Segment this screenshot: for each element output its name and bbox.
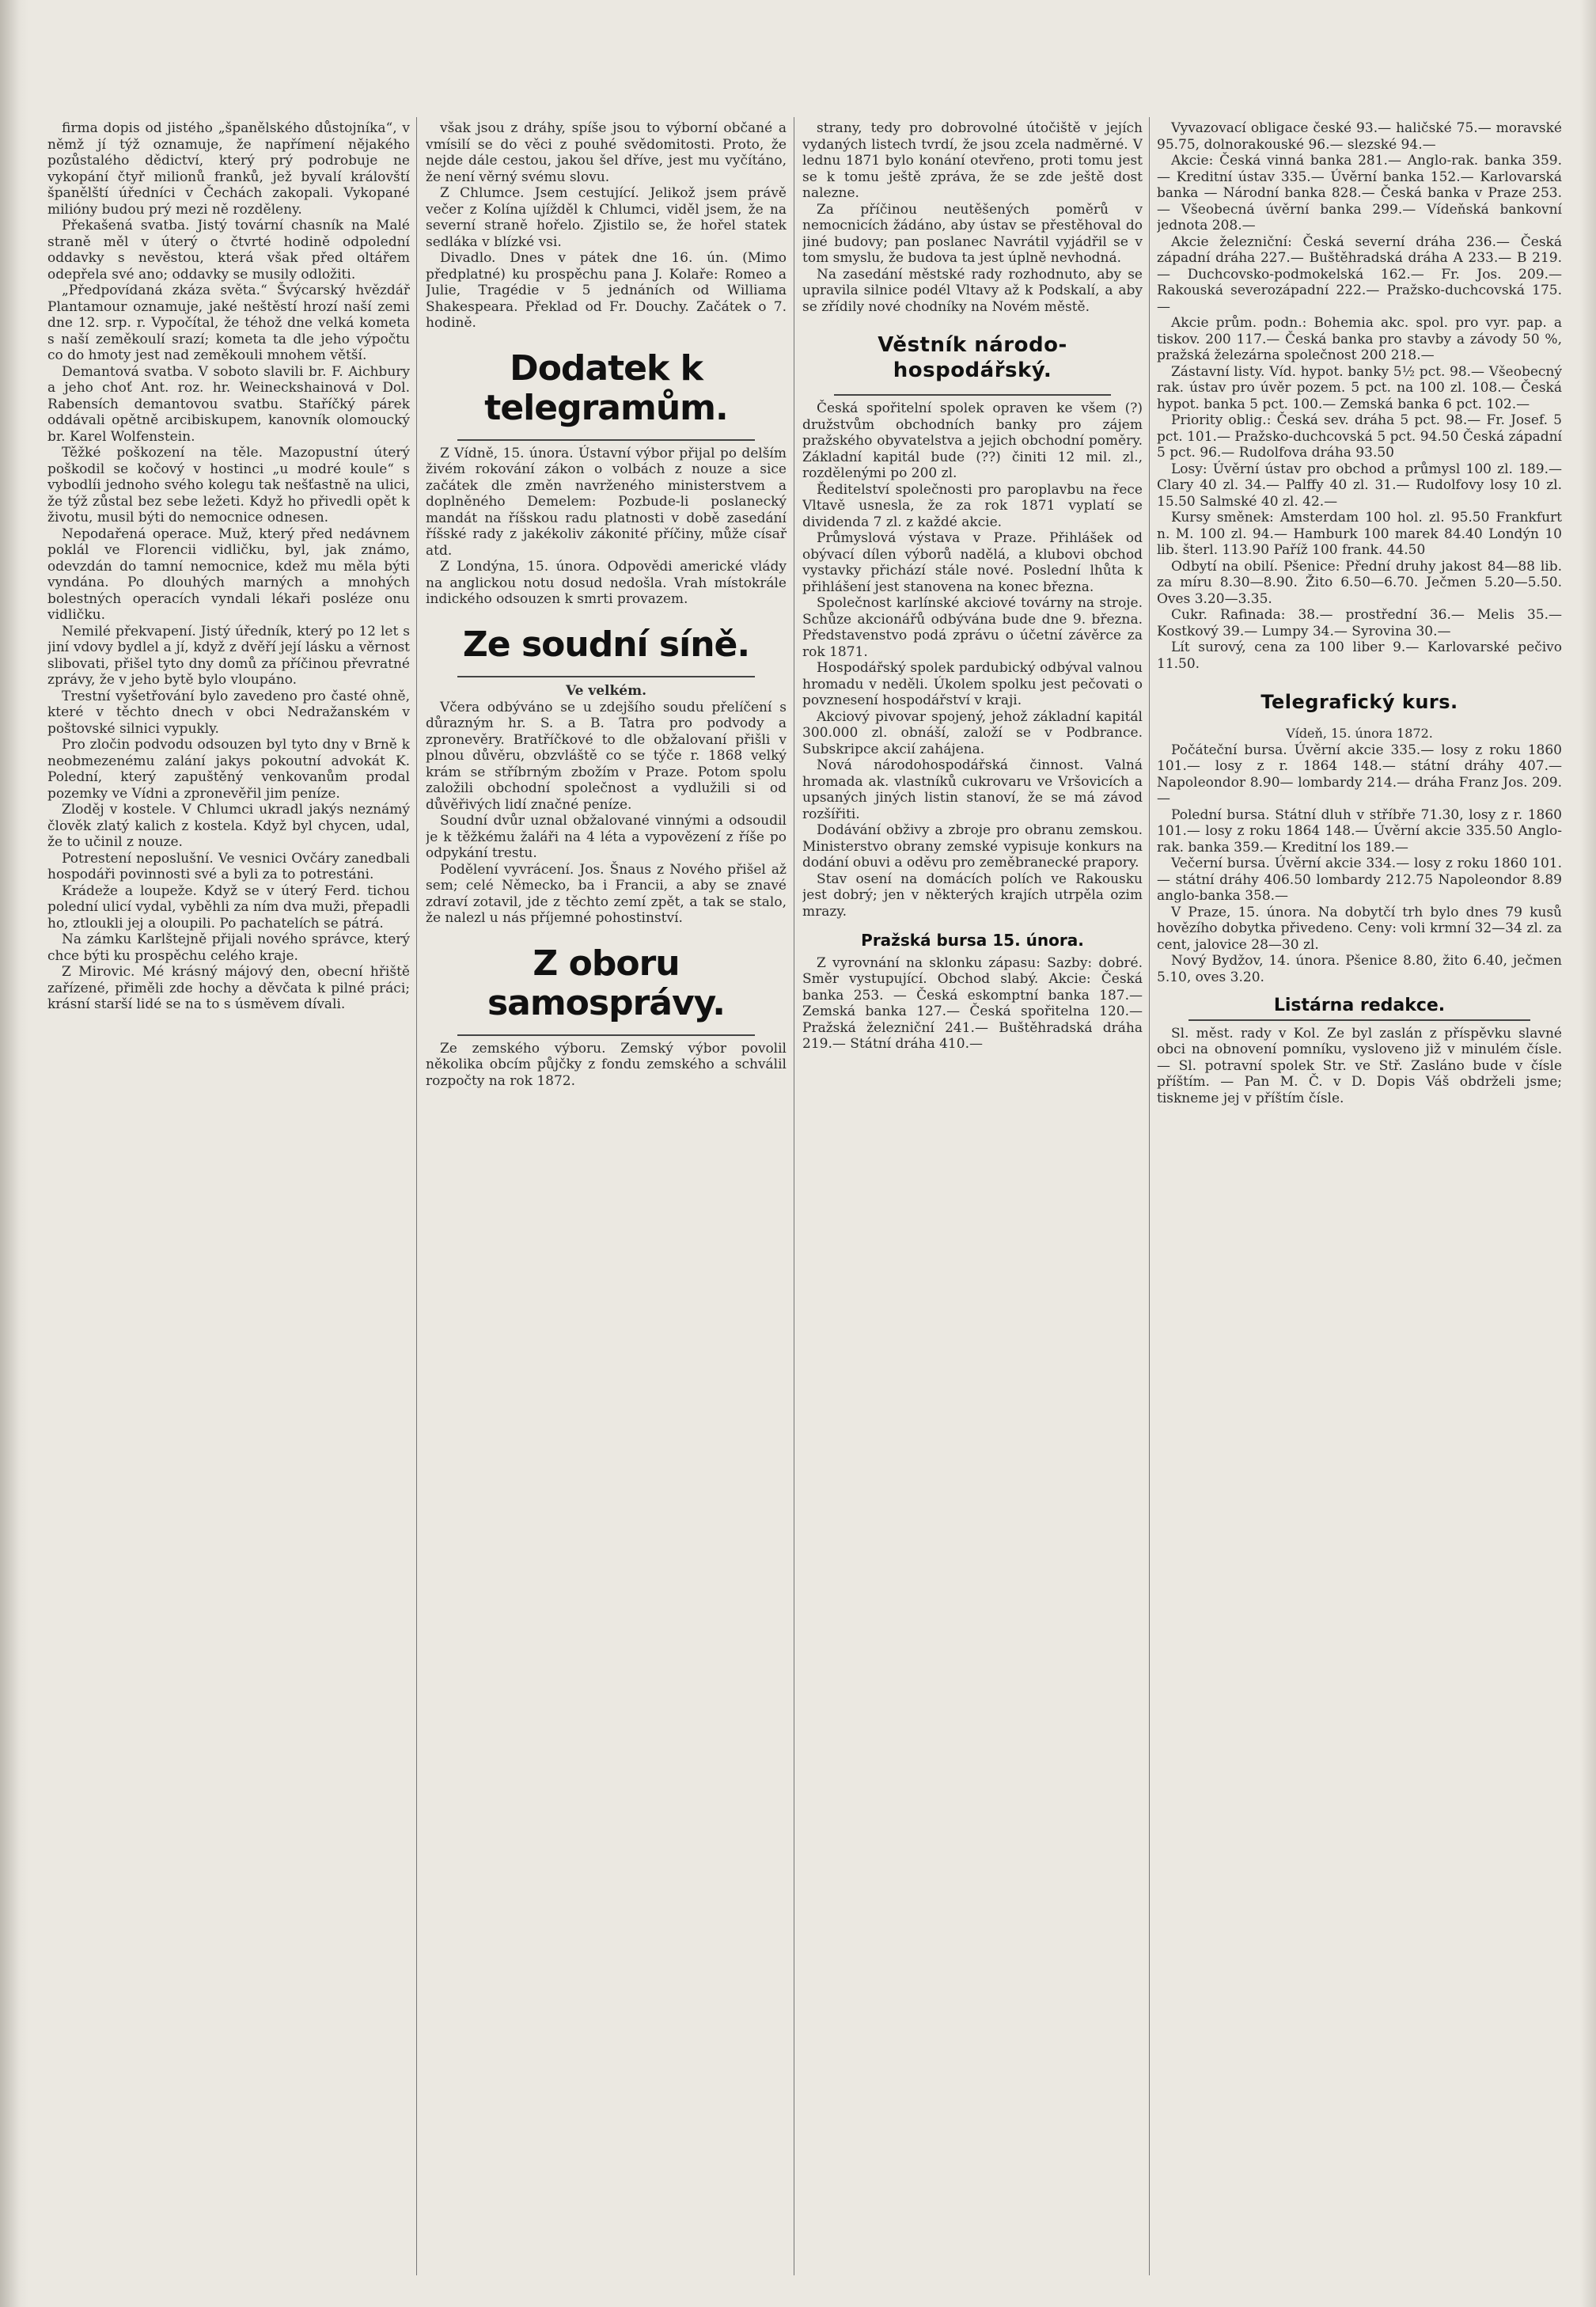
page-edge-right: [1580, 0, 1596, 2307]
paragraph: Nemilé překvapení. Jistý úředník, který po 12 let s jiní vdovy bydlel a jí, když z dvěří její lásku a věrnost slibovati, přišel tyto dny domů za příčinou převratné zprávy, že v jeho bytě bylo vloupáno.: [47, 623, 410, 688]
paragraph: Včera odbýváno se u zdejšího soudu přelíčení s důrazným hr. S. a B. Tatra pro podvody a zpronevěry. Bratříčkové to dle obžalovaní přišli v plnou důvěru, obzvláště co se týče r. 1868 velký krám se stříbrným zbožím v Praze. Potom spolu založili obchodní společnost a vydlužili si od důvěřivých lidí značné peníze.: [426, 699, 787, 813]
paragraph: Dodávání obživy a zbroje pro obranu zemskou. Ministerstvo obrany zemské vypisuje konkurs na dodání obuvi a oděvu pro zeměbranecké prapory.: [802, 822, 1143, 871]
paragraph: Společnost karlínské akciové továrny na stroje. Schůze akcionářů odbývána bude dne 9. března. Představenstvo podá zprávu o účetní závěrce za rok 1871.: [802, 595, 1143, 660]
paragraph: Priority oblig.: Česká sev. dráha 5 pct. 98.— Fr. Josef. 5 pct. 101.— Pražsko-duchcovská 5 pct. 94.50 Česká západní 5 pct. 96.— Rudolfova dráha 93.50: [1157, 412, 1562, 461]
paragraph: Česká spořitelní spolek opraven ke všem (?) družstvům obchodních banky pro zájem pražského obyvatelstva a jejich obchodní poměry. Základní kapitál bude (??) činiti 12 mil. zl., rozdělenými po 200 zl.: [802, 400, 1143, 481]
paragraph: strany, tedy pro dobrovolné útočiště v jejích vydaných listech tvrdí, že jsou zcela nadměrné. V lednu 1871 bylo konání otevřeno, proti tomu jest se k tomu ještě zpráva, že se zde ještě dost nalezne.: [802, 120, 1143, 201]
paragraph: Ze zemského výboru. Zemský výbor povolil několika obcím půjčky z fondu zemského a schválil rozpočty na rok 1872.: [426, 1040, 787, 1089]
paragraph: Akciový pivovar spojený, jehož základní kapitál 300.000 zl. obnáší, založí se v Podbrance. Subskripce akcií zahájena.: [802, 708, 1143, 757]
heading-rule: [1188, 1019, 1530, 1021]
paragraph: Z Londýna, 15. února. Odpovědi americké vlády na anglickou notu dosud nedošla. Vrah místokrále indického odsouzen k smrti provazem.: [426, 559, 787, 607]
paragraph: Podělení vyvrácení. Jos. Šnaus z Nového přišel až sem; celé Německo, ba i Francii, a aby se znavé zdraví zotavil, jde z těchto zemí zpět, a tak se stalo, že nalezl u nás příjemné pohostinství.: [426, 861, 787, 926]
subheading: Ve velkém.: [565, 682, 647, 699]
column-3: [802, 120, 1143, 2267]
section-heading-bursa: Pražská bursa 15. února.: [861, 931, 1084, 950]
section-heading-dodatek: Dodatek k telegramům.: [484, 347, 728, 428]
paragraph: Počáteční bursa. Úvěrní akcie 335.— losy z roku 1860 101.— losy z r. 1864 148.— státní dráhy 407.— Napoleondor 8.90— lombardy 214.— dráha Franz Jos. 209.—: [1157, 742, 1562, 806]
paragraph: Stav osení na domácích polích ve Rakousku jest dobrý; jen v některých krajích utrpěla ozim mrazy.: [802, 871, 1143, 920]
paragraph: Zástavní listy. Víd. hypot. banky 5½ pct. 98.— Všeobecný rak. ústav pro úvěr pozem. 5 pct. na 100 zl. 108.— Česká hypot. banka 5 pct. 100.— Zemská banka 6 pct. 102.—: [1157, 363, 1562, 412]
paragraph: Překašená svatba. Jistý tovární chasník na Malé straně měl v úterý o čtvrté hodině odpolední oddavky s nevěstou, která však před oltářem odepřela své ano; oddavky se musily odložiti.: [47, 218, 410, 283]
paragraph: Z Chlumce. Jsem cestující. Jelikož jsem právě večer z Kolína ujížděl k Chlumci, viděl jsem, že na severní straně hořelo. Zjistilo se, že hořel statek sedláka v blízké vsi.: [426, 185, 787, 250]
paragraph: Zloděj v kostele. V Chlumci ukradl jakýs neznámý člověk zlatý kalich z kostela. Když byl chycen, udal, že to učinil z nouze.: [47, 802, 410, 850]
paragraph: firma dopis od jistého „španělského důstojníka“, v němž jí týž oznamuje, že napřímení nějakého pozůstalého dědictví, který prý podrobuje ne vykopání čtyř milionů franků, jež byvalí královští španělští úředníci v Čechách zakopali. Vykopané milióny budou prý mezi ně rozděleny.: [47, 120, 410, 218]
paragraph: však jsou z dráhy, spíše jsou to výborní občané a vmísilí se do věci z pouhé svědomitosti. Proto, že nejde dále cestou, jakou šel dříve, jest mu vyčítáno, že není věrný svému slovu.: [426, 120, 787, 185]
paragraph: Průmyslová výstava v Praze. Přihlášek od obývací dílen výborů nadělá, a klubovi obchod vystavky přichází stále nové. Poslední lhůta k přihlášení jest stanovena na konec března.: [802, 530, 1143, 595]
paragraph: Cukr. Rafinada: 38.— prostřední 36.— Melis 35.— Kostkový 39.— Lumpy 34.— Syrovina 30.—: [1157, 607, 1562, 639]
section-heading-vestnik: Věstník národo-hospodářský.: [878, 333, 1067, 382]
paragraph: V Praze, 15. února. Na dobytčí trh bylo dnes 79 kusů hovězího dobytka přivedeno. Ceny: voli krmní 32—34 zl. za cent, jalovice 28—30 zl.: [1157, 904, 1562, 953]
paragraph: Akcie prům. podn.: Bohemia akc. spol. pro vyr. pap. a tiskov. 200 117.— Česká banka pro stavby a závody 50 %, pražská železárna společnost 200 218.—: [1157, 315, 1562, 363]
paragraph: Akcie železniční: Česká severní dráha 236.— Česká západní dráha 227.— Buštěhradská dráha A 233.— B 219.— Duchcovsko-podmokelská 162.— Fr. Jos. 209.— Rakouská severozápadní 222.— Pražsko-duchcovská 175.—: [1157, 233, 1562, 315]
paragraph: Za příčinou neutěšených poměrů v nemocnicích žádáno, aby ústav se přestěhoval do jiné budovy; pan poslanec Navrátil vyjádřil se v tom smyslu, že budova ta jest úplně nevhodná.: [802, 201, 1143, 266]
kurs-date: Vídeň, 15. února 1872.: [1286, 726, 1433, 741]
paragraph: Pro zločin podvodu odsouzen byl tyto dny v Brně k neobmezenému zalání jakys pokoutní advokát K. Polední, který zapuštěný venkovanům prodal pozemky ve Vídni a zpronevěřil jim peníze.: [47, 737, 410, 802]
paragraph: Vyvazovací obligace české 93.— haličské 75.— moravské 95.75, dolnorakouské 96.— slezské 94.—: [1157, 120, 1562, 153]
page-edge-left: [0, 0, 28, 2307]
paragraph: Odbytí na obilí. Pšenice: Přední druhy jakost 84—88 lib. za míru 8.30—8.90. Žito 6.50—6.70. Ječmen 5.20—5.50. Oves 3.20—3.35.: [1157, 558, 1562, 607]
paragraph: Potrestení neposlušní. Ve vesnici Ovčáry zanedbali hospodáři povinnosti své a byli za to potrestáni.: [47, 850, 410, 882]
section-heading-samosprava: Z oboru samosprávy.: [487, 943, 726, 1023]
paragraph: Lít surový, cena za 100 liber 9.— Karlovarské pečivo 11.50.: [1157, 639, 1562, 672]
section-heading-kurs: Telegrafický kurs.: [1260, 691, 1458, 713]
paragraph: Večerní bursa. Úvěrní akcie 334.— losy z roku 1860 101.— státní dráhy 406.50 lombardy 212.75 Napoleondor 8.89 anglo-banka 358.—: [1157, 856, 1562, 904]
column-2: [426, 120, 787, 2267]
section-heading-soudni: Ze soudní síně.: [462, 624, 750, 665]
paragraph: Kursy směnek: Amsterdam 100 hol. zl. 95.50 Frankfurt n. M. 100 zl. 94.— Hamburk 100 marek 84.40 Londýn 10 lib. šterl. 113.90 Paříž 100 frank. 44.50: [1157, 510, 1562, 558]
paragraph: Hospodářský spolek pardubický odbýval valnou hromadu v neděli. Úkolem spolku jest pečovati o povznesení hospodářství v kraji.: [802, 660, 1143, 708]
paragraph: Z vyrovnání na sklonku zápasu: Sazby: dobré. Směr vystupující. Obchod slabý. Akcie: Česká banka 253. — Česká eskomptní banka 187.— Zemská banka 127.— Česká spořitelna 120.— Pražská železniční 241.— Buštěhradská dráha 219.— Státní dráha 410.—: [802, 954, 1143, 1052]
column-1: [47, 120, 410, 2267]
paragraph: Divadlo. Dnes v pátek dne 16. ún. (Mimo předplatné) ku prospěchu pana J. Kolaře: Romeo a Julie, Tragédie v 5 jednáních od Williama Shakespeara. Překlad od Fr. Douchy. Začátek o 7. hodině.: [426, 250, 787, 331]
paragraph: Trestní vyšetřování bylo zavedeno pro časté ohně, které v těchto dnech v obci Nedražanském v poštovské silnici vypukly.: [47, 688, 410, 737]
paragraph: Krádeže a loupeže. Když se v úterý Ferd. tichou polední ulicí vydal, vyběhli za ním dva muži, přepadli ho, ztloukli jej a oloupili. Po pachatelích se pátrá.: [47, 882, 410, 932]
column-4: [1157, 120, 1562, 2267]
paragraph: Na zámku Karlštejně přijali nového správce, který chce býti ku prospěchu celého kraje.: [47, 932, 410, 964]
paragraph: Demantová svatba. V soboto slavili br. F. Aichbury a jeho choť Ant. roz. hr. Weineckshainová v Dol. Rabensích demantovou svatbu. Staříčký párek oddávali opětně arcibiskupem, kanovník olomoucký br. Karel Wolfenstein.: [47, 363, 410, 445]
paragraph: Nepodařená operace. Muž, který před nedávnem poklál ve Florencii vidličku, byl, jak známo, odevzdán do tamní nemocnice, kdež mu měla býti vyndána. Po dlouhých marných a mnohých bolestných operacích vyndali lékaři posléze onu vidličku.: [47, 526, 410, 623]
paragraph: Soudní dvůr uznal obžalované vinnými a odsoudil je k těžkému žaláři na 4 léta a vypovězení z říše po odpykání trestu.: [426, 813, 787, 861]
paragraph: „Předpovídaná zkáza světa.“ Švýcarský hvězdář Plantamour oznamuje, jaké neštěstí hrozí naší zemi dne 12. srp. r. Vypočítal, že téhož dne velká kometa s naší zeměkoulí srazí; kometa ta dle jeho výpočtu co do hmoty jest nad zeměkouli mnohem větší.: [47, 283, 410, 363]
column-rule: [416, 117, 417, 2275]
paragraph: Nový Bydžov, 14. února. Pšenice 8.80, žito 6.40, ječmen 5.10, oves 3.20.: [1157, 953, 1562, 985]
paragraph: Na zasedání městské rady rozhodnuto, aby se upravila silnice podél Vltavy až k Podskalí, a aby se zřídily nové chodníky na Novém městě.: [802, 266, 1143, 315]
paragraph: Z Mirovic. Mé krásný májový den, obecní hřiště zařízené, přiměli zde hochy a děvčata k pilné práci; krásní starší lidé se na to s úsměvem dívali.: [47, 964, 410, 1012]
heading-rule: [834, 394, 1111, 396]
section-heading-listarna: Listárna redakce.: [1273, 996, 1446, 1015]
paragraph: Akcie: Česká vinná banka 281.— Anglo-rak. banka 359.— Kreditní ústav 335.— Úvěrní banka 152.— Karlovarská banka — Národní banka 828.— Česká banka v Praze 253.— Všeobecná úvěrní banka 299.— Vídeňská bankovní jednota 208.—: [1157, 153, 1562, 233]
paragraph: Nová národohospodářská činnost. Valná hromada ak. vlastníků cukrovaru ve Vršovicích a upsaných jiných listin stanoví, že se má závod rozšířiti.: [802, 757, 1143, 822]
paragraph: Z Vídně, 15. února. Ústavní výbor přijal po delším živém rokování zákon o volbách z nouze a sice začátek dle změn navrženého ministerstvem a doplněného Demelem: Pozbude-li poslanecký mandát na říšskou radu platnosti v době zasedání říšské rady z jakékoliv zákonité příčiny, může císař atd.: [426, 445, 787, 559]
paragraph: Sl. měst. rady v Kol. Ze byl zaslán z příspěvku slavné obci na obnovení pomníku, vysloveno již v minulém čísle. — Sl. potravní spolek Str. ve Stř. Zasláno bude v čísle příštím. — Pan M. Č. v D. Dopis Váš obdrželi jsme; tiskneme jej v příštím čísle.: [1157, 1025, 1562, 1106]
paragraph: Polední bursa. Státní dluh v stříbře 71.30, losy z r. 1860 101.— losy z roku 1864 148.— Úvěrní akcie 335.50 Anglo-rak. banka 359.— Kreditní los 189.—: [1157, 806, 1562, 856]
heading-rule: [457, 676, 755, 677]
column-rule: [1149, 117, 1150, 2275]
heading-rule: [457, 439, 755, 441]
paragraph: Ředitelství společnosti pro paroplavbu na řece Vltavě usnesla, že za rok 1871 vyplatí se dividenda 7 zl. z každé akcie.: [802, 481, 1143, 530]
heading-rule: [457, 1034, 755, 1036]
paragraph: Losy: Úvěrní ústav pro obchod a průmysl 100 zl. 189.— Clary 40 zl. 34.— Palffy 40 zl. 31.— Rudolfovy losy 10 zl. 15.50 Salmské 40 zl. 42.—: [1157, 461, 1562, 510]
paragraph: Těžké poškození na těle. Mazopustní úterý poškodil se kočový v hostinci „u modré koule“ s vybodlíi jednoho svého kolegu tak nešťastně na ulici, že týž zůstal bez sebe ležeti. Když ho přivedli opět k životu, musil býti do nemocnice odnesen.: [47, 445, 410, 526]
